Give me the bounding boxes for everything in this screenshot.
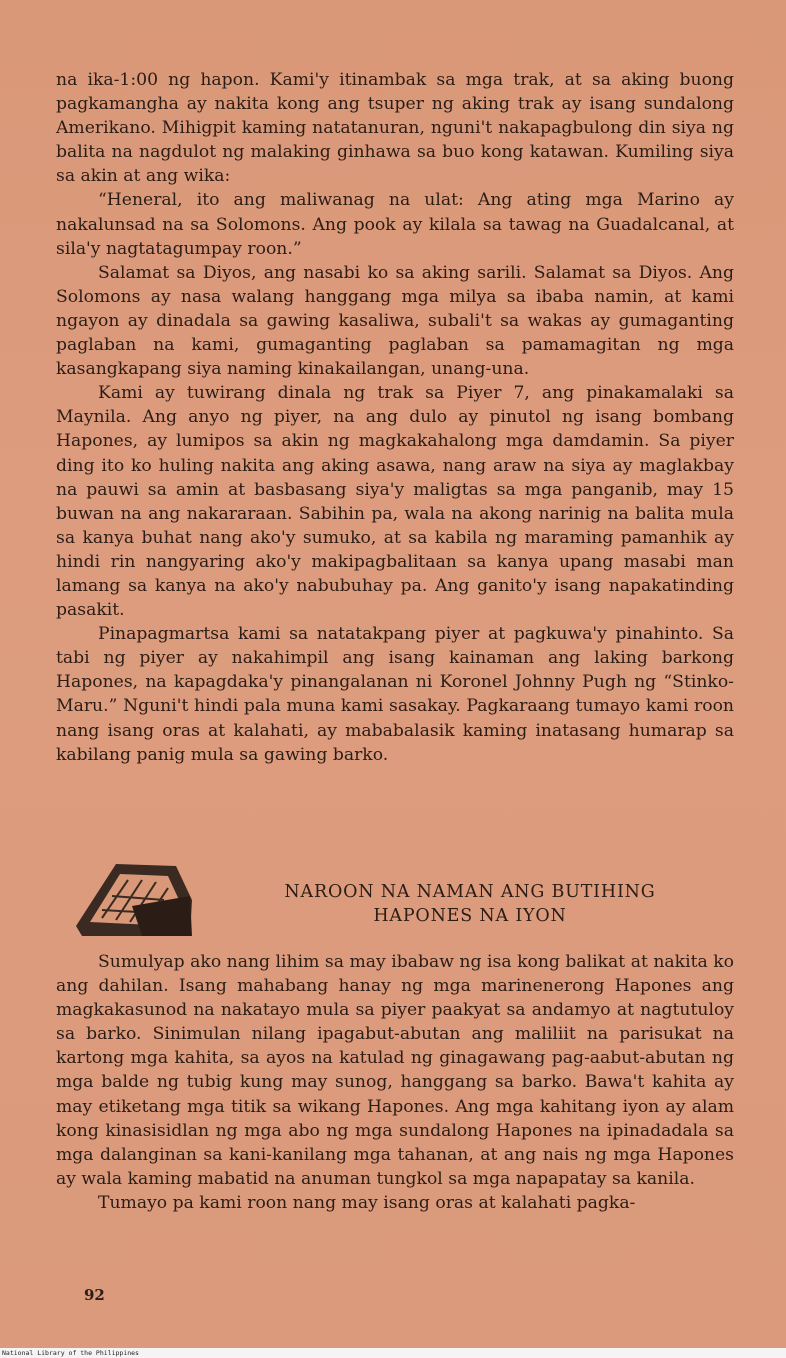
paragraph: Salamat sa Diyos, ang nasabi ko sa aking sarili. Salamat sa Diyos. Ang Solomons ay nasa walang hanggang mga milya sa ibaba namin, at kami ngayon ay dinadala sa gawing kasaliwa, subali't sa wakas ay gumaganting paglaban na kami, gumaganting paglaban sa pamamagitan ng mga kasangkapang siya naming kinakailangan, unang-una.: [56, 262, 734, 380]
paragraph: Kami ay tuwirang dinala ng trak sa Piyer 7, ang pinakamalaki sa Maynila. Ang anyo ng piyer, na ang dulo ay pinutol ng isang bombang Hapones, ay lumipos sa akin ng magkakahalong mga damdamin. Sa piyer ding ito ko huling nakita ang aking asawa, nang araw na siya ay maglakbay na pauwi sa amin at basbasang siya'y maligtas sa mga panganib, may 15 buwan na ang nakararaan. Sabihin pa, wala na akong narinig na balita mula sa kanya buhat nang ako'y sumuko, at sa kabila ng maraming pamanhik ay hindi rin nangyaring ako'y makipagbalitaan sa kanya upang masabi man lamang sa kanya na ako'y nabubuhay pa. Ang ganito'y isang napakatinding pasakit.: [56, 383, 734, 621]
section-ornament-icon: [72, 856, 194, 938]
body-text-bottom: [56, 950, 734, 1215]
page-number: 92: [84, 1286, 105, 1304]
footer-strip: [0, 1348, 786, 1358]
paragraph: Sumulyap ako nang lihim sa may ibabaw ng isa kong balikat at nakita ko ang dahilan. Isang mahabang hanay ng mga marinenerong Hapones ang magkakasunod na nakatayo mula sa piyer paakyat sa andamyo at nagtutuloy sa barko. Sinimulan nilang ipagabut-abutan ang maliliit na parisukat na kartong mga kahita, sa ayos na katulad ng ginagawang pag-aabut-abutan ng mga balde ng tubig kung may sunog, hanggang sa barko. Bawa't kahita ay may etiketang mga titik sa wikang Hapones. Ang mga kahitang iyon ay alam kong kinasisidlan ng mga abo ng mga sundalong Hapones na ipinadadala sa mga dalanginan sa kani-kanilang mga tahanan, at ang nais ng mga Hapones ay wala kaming mabatid na anuman tungkol sa mga napapatay sa kanila.: [56, 952, 734, 1189]
paragraph: Tumayo pa kami roon nang may isang oras at kalahati pagka-: [98, 1192, 636, 1213]
paragraph: “Heneral, ito ang maliwanag na ulat: Ang ating mga Marino ay nakalunsad na sa Solomons. Ang pook ay kilala sa tawag na Guadalcanal, at sila'y nagtatagumpay roon.”: [56, 190, 734, 259]
section-heading-line: HAPONES NA IYON: [373, 906, 567, 926]
footer-credit: National Library of the Philippines: [2, 1349, 139, 1357]
section-heading-line: NAROON NA NAMAN ANG BUTIHING: [284, 882, 656, 902]
body-text-top: [56, 68, 734, 767]
paragraph: Pinapagmartsa kami sa natatakpang piyer at pagkuwa'y pinahinto. Sa tabi ng piyer ay nakahimpil ang isang kainaman ang laking barkong Hapones, na kapagdaka'y pinangalanan ni Koronel Johnny Pugh ng “Stinko-Maru.” Nguni't hindi pala muna kami sasakay. Pagkaraang tumayo kami roon nang isang oras at kalahati, ay mababalasik kaming inatasang humarap sa kabilang panig mula sa gawing barko.: [56, 624, 734, 765]
paragraph: na ika-1:00 ng hapon. Kami'y itinambak sa mga trak, at sa aking buong pagkamangha ay nakita kong ang tsuper ng aking trak ay isang sundalong Amerikano. Mihigpit kaming natatanuran, nguni't nakapagbulong din siya ng balita na nagdulot ng malaking ginhawa sa buo kong katawan. Kumiling siya sa akin at ang wika:: [56, 70, 734, 187]
section-heading: [240, 880, 700, 928]
